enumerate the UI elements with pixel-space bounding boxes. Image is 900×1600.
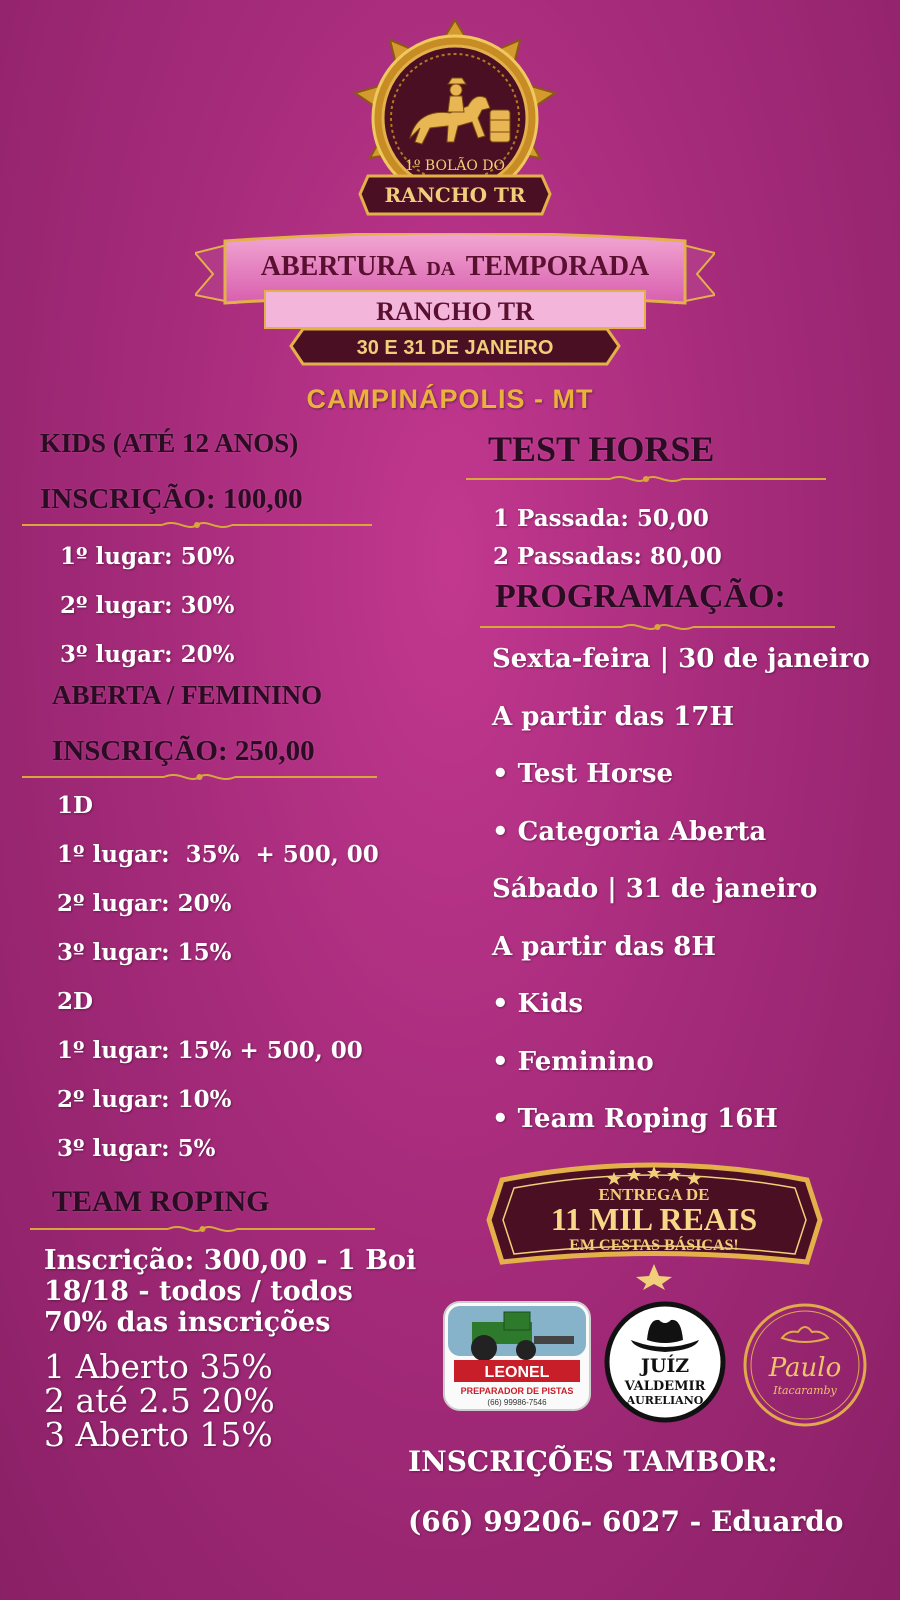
list-item: 2D — [57, 988, 93, 1015]
list-item: • Kids — [492, 989, 583, 1019]
test-horse-title: TEST HORSE — [488, 429, 715, 469]
gold-divider — [30, 1222, 375, 1236]
rancho-tr-badge-logo — [350, 18, 560, 233]
juiz-line3: AURELIANO — [626, 1394, 704, 1407]
list-item: Sexta-feira | 30 de janeiro — [492, 644, 870, 674]
list-item: 2º lugar: 20% — [57, 890, 232, 917]
juiz-line2: VALDEMIR — [624, 1379, 706, 1394]
list-item: A partir das 17H — [492, 701, 735, 732]
list-item: 1 Passada: 50,00 — [493, 505, 709, 532]
list-item: • Test Horse — [492, 759, 674, 789]
banner-dates: 30 E 31 DE JANEIRO — [356, 337, 554, 359]
cestas-line2: 11 MIL REAIS — [550, 1201, 758, 1237]
team-roping-line: Inscrição: 300,00 - 1 Boi — [44, 1245, 417, 1276]
team-roping-line: 70% das inscrições — [44, 1307, 331, 1338]
test-horse-list — [493, 500, 722, 576]
list-item: 1º lugar: 35% + 500, 00 — [57, 841, 379, 868]
gold-divider — [22, 518, 372, 532]
gold-divider — [466, 472, 826, 486]
team-roping-info — [44, 1245, 416, 1338]
paulo-line2: Itacaramby — [773, 1384, 837, 1397]
leonel-phone: (66) 99986-7546 — [487, 1398, 547, 1407]
list-item: 2º lugar: 30% — [60, 592, 235, 619]
leonel-sponsor-logo — [442, 1300, 592, 1412]
abertura-banner — [195, 233, 715, 368]
kids-prize-list — [60, 532, 234, 679]
list-item: 3º lugar: 5% — [57, 1135, 216, 1162]
team-roping-title: TEAM ROPING — [52, 1185, 270, 1218]
inscricoes-title: INSCRIÇÕES TAMBOR: — [408, 1445, 778, 1478]
list-item: 2º lugar: 10% — [57, 1086, 232, 1113]
badge-line2: RANCHO TR — [384, 183, 526, 207]
paulo-sponsor-logo — [740, 1300, 870, 1430]
cowboy-hat-icon — [782, 1327, 828, 1342]
aberta-title: ABERTA / FEMININO — [52, 680, 323, 710]
team-roping-line: 18/18 - todos / todos — [44, 1276, 353, 1307]
list-item: 1º lugar: 50% — [60, 543, 235, 570]
juiz-line1: JUÍZ — [640, 1355, 690, 1377]
inscricoes-contact: (66) 99206- 6027 - Eduardo — [408, 1505, 844, 1538]
cestas-line3: EM CESTAS BÁSICAS! — [569, 1237, 739, 1254]
list-item: 1 Aberto 35% — [44, 1347, 273, 1386]
kids-title: KIDS (ATÉ 12 ANOS) — [40, 428, 299, 458]
programacao-title: PROGRAMAÇÃO: — [495, 578, 786, 615]
banner-title: ABERTURA DA TEMPORADA — [260, 251, 650, 282]
list-item: 3º lugar: 15% — [57, 939, 232, 966]
cestas-basicas-banner — [482, 1150, 827, 1290]
cestas-line1: ENTREGA DE — [598, 1185, 710, 1204]
juiz-sponsor-logo — [603, 1300, 728, 1425]
list-item: A partir das 8H — [492, 931, 716, 962]
aberta-prize-list — [57, 781, 379, 1173]
list-item: 3º lugar: 20% — [60, 641, 235, 668]
list-item: 1D — [57, 792, 93, 819]
list-item: • Team Roping 16H — [492, 1104, 778, 1134]
list-item: • Feminino — [492, 1046, 654, 1077]
location-text: CAMPINÁPOLIS - MT — [306, 384, 594, 414]
leonel-name: LEONEL — [484, 1364, 550, 1381]
leonel-sub: PREPARADOR DE PISTAS — [460, 1386, 574, 1396]
paulo-line1: Paulo — [768, 1353, 842, 1383]
list-item: Sábado | 31 de janeiro — [492, 874, 818, 904]
banner-subtitle: RANCHO TR — [376, 297, 534, 326]
team-roping-prizes — [44, 1347, 275, 1454]
aberta-fee: INSCRIÇÃO: 250,00 — [52, 735, 315, 767]
star-icon — [636, 1264, 672, 1290]
badge-line1: 1º BOLÃO DO — [404, 158, 506, 174]
list-item: 2 até 2.5 20% — [44, 1381, 275, 1420]
kids-fee: INSCRIÇÃO: 100,00 — [40, 483, 303, 515]
list-item: 2 Passadas: 80,00 — [493, 543, 722, 570]
list-item: 3 Aberto 15% — [44, 1415, 273, 1454]
programacao-list — [492, 631, 870, 1149]
list-item: • Categoria Aberta — [492, 816, 767, 847]
list-item: 1º lugar: 15% + 500, 00 — [57, 1037, 363, 1064]
